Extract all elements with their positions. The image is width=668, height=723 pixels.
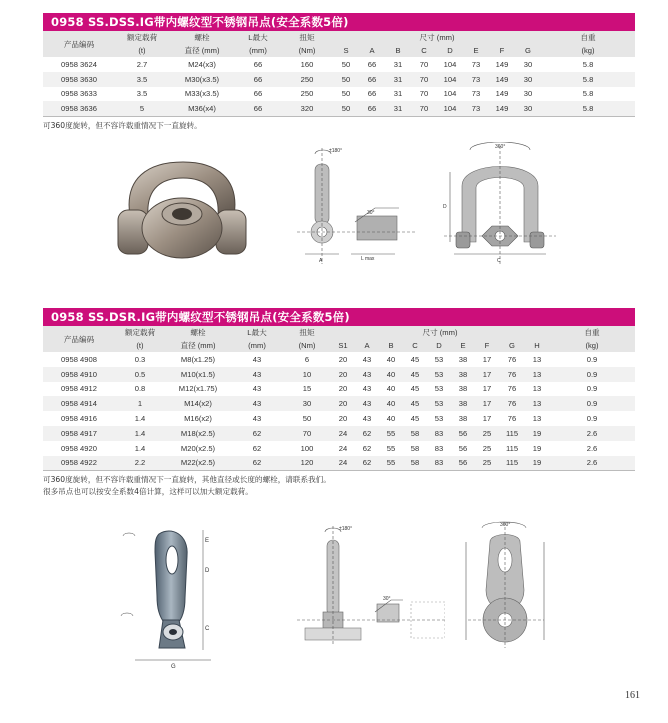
table-cell: 43 [252,414,262,424]
table-cell: 40 [386,414,396,424]
table-cell: M12(x1.75) [178,384,218,394]
col-header-code: 产品编码 [63,39,95,49]
table-cell: 53 [434,369,444,379]
col-sub: A [369,46,375,55]
angle-label: 360° [500,522,511,528]
dim-label: L max [361,256,375,262]
table-cell: 58 [410,443,420,453]
table-cell: 50 [333,101,359,116]
side-drawing-dsr [295,520,445,650]
table-cell: 0.9 [586,354,598,364]
table-cell: 15 [302,384,312,394]
table-cell: 17 [482,354,492,364]
table-cell: 31 [385,101,411,116]
col-sub: (t) [138,46,146,55]
table-cell: 31 [393,74,403,84]
table-cell: 0.9 [586,369,598,379]
table-cell: 43 [252,369,262,379]
table-cell: 53 [434,354,444,364]
table-cell: 62 [355,456,379,471]
angle-label: ±180° [339,526,353,532]
col-sub: (mm) [249,46,267,55]
col-sub: S [343,46,349,55]
table-cell: 13 [532,369,542,379]
table-cell: 66 [359,101,385,116]
table-cell: 83 [434,443,444,453]
table-cell: 43 [362,369,372,379]
table-cell: 45 [410,399,420,409]
col-header-load: 额定载荷 [124,328,156,337]
table-cell: 149 [495,74,509,84]
table-cell: 43 [252,354,262,364]
col-sub: (kg) [581,46,595,55]
col-header-weight: 自重 [584,328,600,337]
col-sub: D [447,46,453,55]
table-cell: 45 [410,354,420,364]
table-cell: 2.6 [586,428,598,438]
table-cell: 0.9 [586,384,598,394]
table-cell: 76 [507,369,517,379]
table-cell: 13 [532,399,542,409]
table-cell: 58 [410,428,420,438]
table-cell: 83 [427,456,451,471]
table-cell: 5 [115,101,169,116]
table-cell: 73 [471,59,481,69]
table-cell: M8(x1.25) [180,354,216,364]
product-code-cell: 0958 4910 [61,369,97,379]
table-cell: 45 [410,384,420,394]
col-sub: 直径 (mm) [180,341,216,350]
table-cell: M33(x3.5) [184,89,220,99]
table-cell: 66 [367,89,377,99]
table-cell: 149 [489,101,515,116]
front-drawing-dss [440,142,560,270]
table-cell: 43 [362,354,372,364]
table-cell: 76 [507,414,517,424]
table-cell: 104 [443,59,457,69]
table-cell: 10 [302,369,312,379]
table-cell: 55 [386,443,396,453]
table-cell: 73 [471,89,481,99]
dim-label: E [205,538,210,544]
table-row [43,101,635,116]
side-drawing-dss [295,142,425,270]
table-cell: 56 [451,456,475,471]
table-row [43,456,635,471]
angle-label: 360° [495,144,506,150]
table-cell: 13 [532,354,542,364]
table-body [43,57,635,116]
table-cell: 50 [341,59,351,69]
table-cell: 104 [443,74,457,84]
table-cell: 38 [458,414,468,424]
table-cell: 62 [362,428,372,438]
col-header-load: 额定载荷 [126,33,158,42]
table-cell: 250 [300,74,314,84]
col-sub: (t) [136,341,144,350]
table-cell: 30 [515,101,541,116]
col-sub: D [436,341,442,350]
table-cell: 56 [458,428,468,438]
table-cell: 43 [252,384,262,394]
product-code-cell: 0958 4917 [61,428,97,438]
col-sub: E [473,46,479,55]
table-cell: 70 [419,59,429,69]
table-cell: 73 [463,101,489,116]
table-cell: 66 [367,74,377,84]
section-dss [43,13,635,131]
col-header-dims: 尺寸 (mm) [419,33,455,42]
col-sub: F [484,341,490,350]
table-cell: 70 [411,101,437,116]
table-cell: 43 [252,399,262,409]
table-cell: 62 [231,456,283,471]
table-cell: 25 [482,443,492,453]
table-row [43,411,635,426]
table-cell: 2.6 [586,443,598,453]
table-cell: M10(x1.5) [180,369,216,379]
col-sub: G [525,46,531,55]
table-cell: 62 [252,443,262,453]
table-cell: 5.8 [582,74,594,84]
table-cell: 6 [304,354,310,364]
dim-label: A [319,258,323,264]
table-cell: 66 [235,101,281,116]
table-cell: 5.8 [541,101,635,116]
table-cell: 115 [499,456,525,471]
table-cell: 25 [482,428,492,438]
col-sub: 直径 (mm) [184,46,220,55]
table-cell: 160 [300,59,314,69]
table-cell: 149 [495,89,509,99]
table-row [43,57,635,72]
angle-label: ±180° [329,148,343,154]
product-code-cell: 0958 4920 [61,443,97,453]
col-sub: (Nm) [298,341,316,350]
table-cell: 53 [434,384,444,394]
dim-label: G [171,664,176,670]
table-cell: 38 [458,354,468,364]
spec-table [43,326,635,471]
page-number: 161 [625,690,640,701]
table-cell: 70 [302,428,312,438]
dim-label: D [205,568,210,574]
table-cell: 38 [458,399,468,409]
table-cell: 83 [434,428,444,438]
table-cell: 1.4 [134,443,146,453]
table-body [43,352,635,470]
table-cell: 50 [302,414,312,424]
table-cell: 31 [393,59,403,69]
col-header-code: 产品编码 [63,334,95,344]
col-header-lmax: L最大 [248,33,268,42]
col-header-torque: 扭矩 [299,33,315,42]
col-header-bolt: 螺栓 [194,33,210,42]
table-cell: 70 [419,89,429,99]
table-cell: 115 [505,428,519,438]
front-drawing-dsr [460,520,550,650]
col-sub: C [412,341,418,350]
table-cell: 53 [434,399,444,409]
table-cell: 24 [338,443,348,453]
table-cell: 40 [386,354,396,364]
spec-table [43,31,635,117]
section-dsr [43,308,635,497]
product-code-cell: 0958 3630 [61,74,97,84]
table-row [43,441,635,456]
table-row [43,367,635,382]
table-cell: 43 [362,399,372,409]
product-code-cell: 0958 4922 [43,456,115,471]
table-cell: 20 [338,369,348,379]
table-cell: 76 [507,384,517,394]
col-sub: H [534,341,540,350]
col-sub: (Nm) [298,46,316,55]
table-cell: 30 [523,89,533,99]
product-code-cell: 0958 4914 [61,399,97,409]
table-cell: M18(x2.5) [180,428,216,438]
table-cell: 70 [419,74,429,84]
table-cell: M16(x2) [184,414,212,424]
table-cell: 104 [437,101,463,116]
table-cell: 0.9 [586,414,598,424]
product-code-cell: 0958 4912 [61,384,97,394]
table-cell: 53 [434,414,444,424]
table-cell: 115 [505,443,519,453]
table-cell: 20 [338,354,348,364]
table-cell: 45 [410,369,420,379]
table-cell: 1 [137,399,143,409]
table-row [43,396,635,411]
table-cell: 66 [253,59,263,69]
col-header-lmax: L最大 [247,328,267,337]
col-sub: B [388,341,394,350]
col-sub: A [364,341,370,350]
table-cell: 19 [532,443,542,453]
product-code-cell: 0958 3636 [43,101,115,116]
table-cell: 120 [283,456,331,471]
table-row [43,382,635,397]
table-cell: 50 [341,89,351,99]
table-cell: 76 [507,399,517,409]
table-cell: 30 [523,59,533,69]
angle-label: 30° [383,596,391,602]
table-cell: 30 [523,74,533,84]
note: 可360度旋转，但不容许载重情况下一直旋转。 [43,120,202,130]
table-cell: 66 [367,59,377,69]
table-cell: 250 [300,89,314,99]
table-cell: 0.9 [586,399,598,409]
table-cell: M30(x3.5) [184,74,220,84]
table-cell: 40 [386,384,396,394]
table-cell: 56 [458,443,468,453]
table-cell: 24 [338,428,348,438]
section-title: 0958 SS.DSS.IG带内螺纹型不锈钢吊点(安全系数5倍) [43,13,635,31]
table-cell: 66 [253,89,263,99]
col-sub: (kg) [585,341,599,350]
table-cell: 17 [482,414,492,424]
table-cell: 40 [386,369,396,379]
col-header-bolt: 螺栓 [190,328,206,337]
col-sub: C [421,46,427,55]
dim-label: C [205,626,210,632]
table-cell: 19 [525,456,549,471]
table-cell: 20 [338,399,348,409]
table-cell: 38 [458,369,468,379]
table-cell: 76 [507,354,517,364]
col-header-torque: 扭矩 [299,328,315,337]
table-cell: 3.5 [136,89,148,99]
table-row [43,87,635,102]
note: 很多吊点也可以按安全系数4倍计算，这样可以加大额定载荷。 [43,486,253,496]
table-cell: 149 [495,59,509,69]
dim-label: C [497,258,501,264]
table-cell: 30 [302,399,312,409]
table-cell: 66 [253,74,263,84]
table-cell: 5.8 [582,59,594,69]
table-cell: 13 [532,384,542,394]
table-cell: 2.2 [115,456,165,471]
table-cell: M14(x2) [184,399,212,409]
table-cell: 55 [386,428,396,438]
product-code-cell: 0958 3633 [61,89,97,99]
product-code-cell: 0958 4916 [61,414,97,424]
table-cell: 13 [532,414,542,424]
table-cell: 62 [362,443,372,453]
section-title: 0958 SS.DSR.IG带内螺纹型不锈钢吊点(安全系数5倍) [43,308,635,326]
table-cell: 320 [281,101,333,116]
table-row [43,352,635,367]
angle-label: 30° [367,210,375,216]
table-cell: 43 [362,414,372,424]
table-cell: 1.4 [134,428,146,438]
table-cell: 0.3 [134,354,146,364]
table-cell: 0.5 [134,369,146,379]
table-cell: 104 [443,89,457,99]
table-cell: M20(x2.5) [180,443,216,453]
product-code-cell: 0958 3624 [61,59,97,69]
col-sub: (mm) [248,341,266,350]
product-photo-dsr [115,520,225,670]
table-cell: 2.7 [136,59,148,69]
table-row [43,426,635,441]
table-cell: M36(x4) [169,101,235,116]
table-cell: 100 [300,443,314,453]
note: 可360度旋转，但不容许载重情况下一直旋转，其他直径或长度的螺栓，请联系我们。 [43,474,331,484]
table-cell: 5.8 [582,89,594,99]
table-cell: 38 [458,384,468,394]
table-cell: 20 [338,384,348,394]
table-cell: 62 [252,428,262,438]
table-cell: 17 [482,369,492,379]
table-cell: 43 [362,384,372,394]
dim-label: D [443,204,447,210]
table-cell: 73 [471,74,481,84]
table-cell: 17 [482,384,492,394]
table-cell: 17 [482,399,492,409]
table-cell: 25 [475,456,499,471]
table-cell: M24(x3) [188,59,216,69]
table-cell: 0.8 [134,384,146,394]
table-cell: 31 [393,89,403,99]
product-photo-dss [108,158,258,266]
product-code-cell: 0958 4908 [61,354,97,364]
table-cell: 50 [341,74,351,84]
col-header-dims: 尺寸 (mm) [422,328,458,337]
table-cell: 20 [338,414,348,424]
table-cell: M22(x2.5) [165,456,231,471]
col-sub: E [460,341,466,350]
table-cell: 19 [532,428,542,438]
table-cell: 40 [386,399,396,409]
col-sub: B [395,46,401,55]
table-cell: 1.4 [134,414,146,424]
table-cell: 45 [410,414,420,424]
col-sub: S1 [338,341,348,350]
col-header-weight: 自重 [580,33,596,42]
col-sub: G [509,341,515,350]
table-cell: 3.5 [136,74,148,84]
table-cell: 55 [379,456,403,471]
table-cell: 58 [403,456,427,471]
table-cell: 2.6 [549,456,635,471]
table-row [43,72,635,87]
table-cell: 24 [331,456,355,471]
col-sub: F [499,46,505,55]
